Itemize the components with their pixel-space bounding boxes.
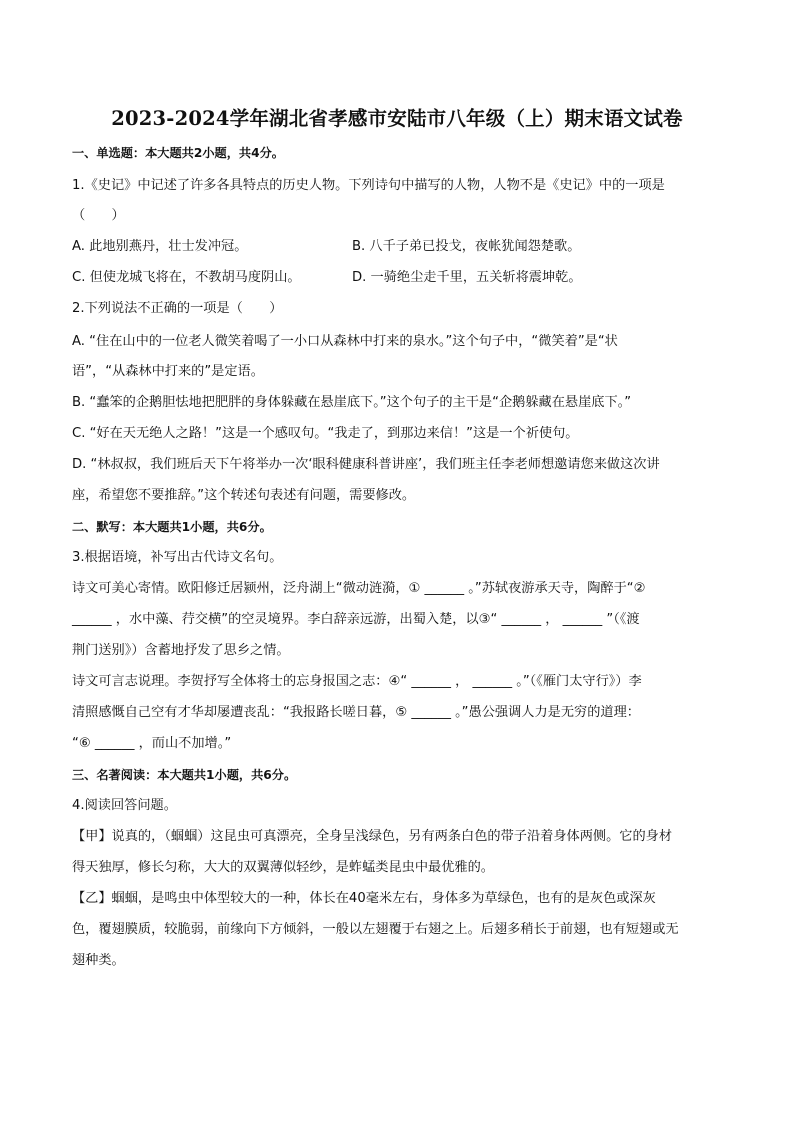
text-line: 清照感慨自己空有才华却屡遭丧乱：“我报路长嗟日暮，⑤ ______ 。”愚公强调人力是无穷的道理：	[72, 705, 640, 720]
section-heading: 三、名著阅读：本大题共1小题，共6分。	[72, 768, 297, 782]
section-heading: 一、单选题：本大题共2小题，共4分。	[72, 146, 284, 160]
text-line: 3.根据语境，补写出古代诗文名句。	[72, 550, 283, 565]
text-line: 4.阅读回答问题。	[72, 798, 177, 813]
page-title: 2023-2024学年湖北省孝感市安陆市八年级（上）期末语文试卷	[111, 107, 683, 130]
text-line: 2.下列说法不正确的一项是（ ）	[72, 301, 283, 316]
text-line: 色，覆翅膜质，较脆弱，前缘向下方倾斜，一般以左翅覆于右翅之上。后翅多稍长于前翅，也有短翅或无	[72, 922, 679, 937]
text-line: D. “林叔叔，我们班后天下午将举办一次‘眼科健康科普讲座’，我们班主任李老师想邀请您来做这次讲	[72, 457, 660, 472]
text-line: 1.《史记》中记述了许多各具特点的历史人物。下列诗句中描写的人物，人物不是《史记》中的一项是	[72, 178, 665, 193]
text-line: C. “好在天无绝人之路！”这是一个感叹句。“我走了，到那边来信！”这是一个祈使句。	[72, 426, 579, 441]
text-line: ______ ，水中藻、荇交横”的空灵境界。李白辞亲远游，出蜀入楚，以③“ ______ ， ______ ”（《渡	[72, 612, 640, 627]
text-line: “⑥ ______ ，而山不加增。”	[72, 736, 232, 751]
text-line: 诗文可言志说理。李贺抒写全体将士的忘身报国之志：④“ ______ ， ______ 。”（《雁门太守行》）李	[72, 674, 642, 689]
option-right: B. 八千子弟已投戈，夜帐犹闻怨楚歌。	[352, 239, 581, 254]
text-line: 翅种类。	[72, 953, 125, 968]
text-line: 【乙】蝈蝈，是鸣虫中体型较大的一种，体长在40毫米左右，身体多为草绿色，也有的是灰色或深灰	[72, 891, 656, 906]
text-line: 诗文可美心寄情。欧阳修迁居颍州，泛舟湖上“微动涟漪，① ______ 。”苏轼夜游承天寺，陶醉于“②	[72, 581, 646, 596]
text-line: 得天独厚，修长匀称，大大的双翼薄似轻纱，是蚱蜢类昆虫中最优雅的。	[72, 860, 494, 875]
text-line: 语”，“从森林中打来的”是定语。	[72, 364, 264, 379]
text-line: A. “住在山中的一位老人微笑着喝了一小口从森林中打来的泉水。”这个句子中，“微笑着”是“状	[72, 334, 618, 349]
text-line: A. 此地别燕丹，壮士发冲冠。	[72, 239, 248, 254]
text-line: 座，希望您不要推辞。”这个转述句表述有问题，需要修改。	[72, 488, 416, 503]
section-heading: 二、默写：本大题共1小题，共6分。	[72, 520, 272, 534]
text-line: 荆门送别》）含蓄地抒发了思乡之情。	[72, 643, 290, 658]
option-right: D. 一骑绝尘走千里，五关斩将震坤乾。	[352, 270, 582, 285]
text-line: （ ）	[72, 208, 125, 223]
text-line: C. 但使龙城飞将在，不教胡马度阴山。	[72, 270, 301, 285]
text-line: 【甲】说真的，（蝈蝈）这昆虫可真漂亮，全身呈浅绿色，另有两条白色的带子沿着身体两侧。它的身材	[72, 829, 673, 844]
text-line: B. “蠢笨的企鹅胆怯地把肥胖的身体躲藏在悬崖底下。”这个句子的主干是“企鹅躲藏在悬崖底下。”	[72, 395, 632, 410]
